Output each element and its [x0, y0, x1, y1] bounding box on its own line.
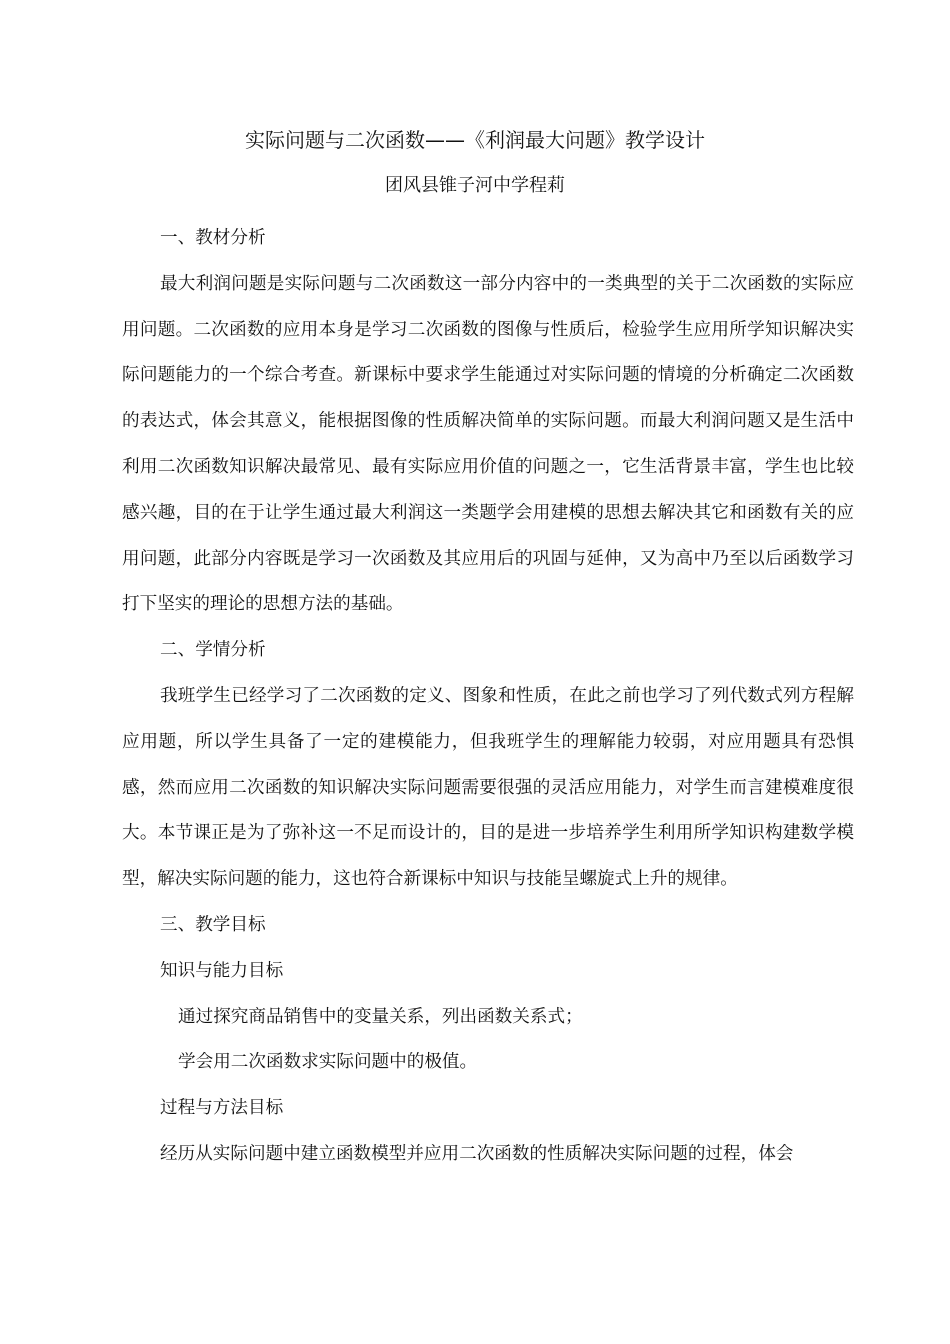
section-heading-teaching-goals: 三、教学目标 — [160, 914, 266, 935]
goal-item: 学会用二次函数求实际问题中的极值。 — [178, 1052, 478, 1073]
goal-item: 通过探究商品销售中的变量关系，列出函数关系式； — [178, 1006, 583, 1027]
paragraph-student-analysis: 我班学生已经学习了二次函数的定义、图象和性质，在此之前也学习了列代数式列方程解应用题，所以学生具备了一定的建模能力，但我班学生的理解能力较弱，对应用题具有恐惧感，然而应用二次函数的知识解决实际问题需要很强的灵活应用能力，对学生而言建模难度很大。本节课正是为了弥补这一不足而设计的，目的是进一步培养学生利用所学知识构建数学模型，解决实际问题的能力，这也符合新课标中知识与技能呈螺旋式上升的规律。 — [122, 685, 854, 890]
paragraph-process-goals: 经历从实际问题中建立函数模型并应用二次函数的性质解决实际问题的过程，体会 — [160, 1143, 794, 1164]
section-heading-textbook-analysis: 一、教材分析 — [160, 228, 266, 248]
paragraph-textbook-analysis: 最大利润问题是实际问题与二次函数这一部分内容中的一类典型的关于二次函数的实际应用问题。二次函数的应用本身是学习二次函数的图像与性质后，检验学生应用所学知识解决实际问题能力的一个综合考查。新课标中要求学生能通过对实际问题的情境的分析确定二次函数的表达式，体会其意义，能根据图像的性质解决简单的实际问题。而最大利润问题又是生活中利用二次函数知识解决最常见、最有实际应用价值的问题之一，它生活背景丰富，学生也比较感兴趣，目的在于让学生通过最大利润这一类题学会用建模的思想去解决其它和函数有关的应用问题，此部分内容既是学习一次函数及其应用后的巩固与延伸，又为高中乃至以后函数学习打下坚实的理论的思想方法的基础。 — [122, 273, 854, 615]
document-author: 团风县锥子河中学程莉 — [385, 175, 565, 196]
document-body — [122, 216, 854, 1178]
document-title: 实际问题与二次函数——《利润最大问题》教学设计 — [245, 128, 705, 152]
section-heading-student-analysis: 二、学情分析 — [160, 640, 266, 661]
subheading-knowledge-goals: 知识与能力目标 — [160, 960, 284, 981]
subheading-process-goals: 过程与方法目标 — [160, 1098, 284, 1119]
